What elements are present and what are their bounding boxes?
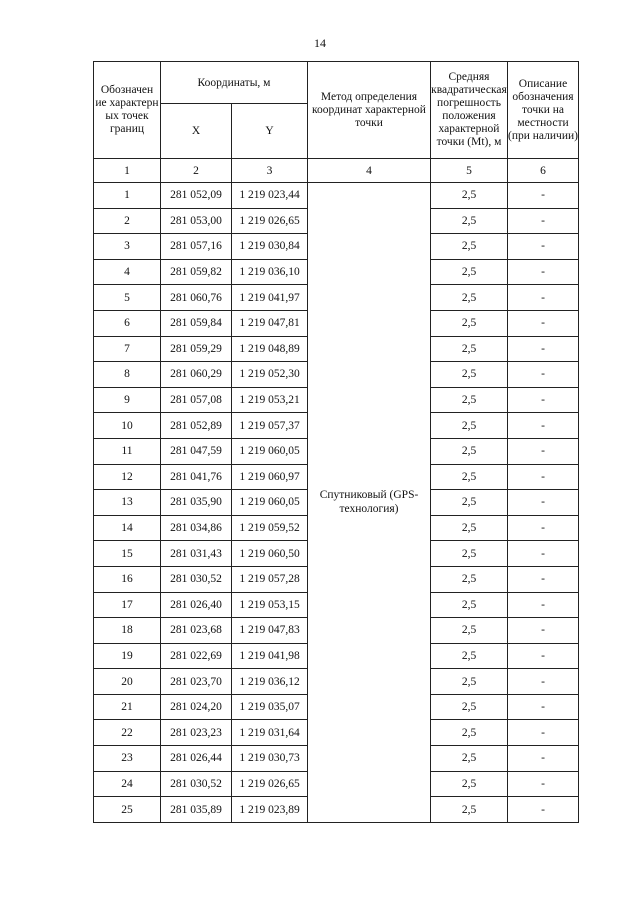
y-coordinate-cell: 1 219 031,64: [232, 720, 308, 746]
page-number: 14: [314, 36, 326, 50]
description-cell: -: [508, 541, 579, 567]
x-coordinate-cell: 281 023,70: [161, 669, 232, 695]
y-coordinate-cell: 1 219 026,65: [232, 771, 308, 797]
y-coordinate-cell: 1 219 060,97: [232, 464, 308, 490]
column-number: 1: [94, 159, 161, 183]
error-cell: 2,5: [431, 234, 508, 260]
point-number-cell: 21: [94, 694, 161, 720]
x-coordinate-cell: 281 057,08: [161, 387, 232, 413]
x-coordinate-cell: 281 060,29: [161, 362, 232, 388]
description-cell: -: [508, 669, 579, 695]
point-number-cell: 4: [94, 259, 161, 285]
description-cell: -: [508, 643, 579, 669]
point-number-cell: 19: [94, 643, 161, 669]
point-number-cell: 23: [94, 746, 161, 772]
x-coordinate-cell: 281 023,68: [161, 618, 232, 644]
point-number-cell: 5: [94, 285, 161, 311]
error-cell: 2,5: [431, 285, 508, 311]
header-point: Обозначен ие характерн ых точек границ: [94, 62, 161, 159]
coordinates-table: [93, 61, 579, 823]
y-coordinate-cell: 1 219 023,89: [232, 797, 308, 823]
point-number-cell: 18: [94, 618, 161, 644]
y-coordinate-cell: 1 219 023,44: [232, 183, 308, 209]
point-number-cell: 17: [94, 592, 161, 618]
x-coordinate-cell: 281 023,23: [161, 720, 232, 746]
table-row: [94, 183, 579, 209]
description-cell: -: [508, 310, 579, 336]
point-number-cell: 15: [94, 541, 161, 567]
column-number: 4: [308, 159, 431, 183]
table-body: [94, 183, 579, 823]
x-coordinate-cell: 281 031,43: [161, 541, 232, 567]
header-coordinates: Координаты, м: [161, 62, 308, 104]
y-coordinate-cell: 1 219 035,07: [232, 694, 308, 720]
error-cell: 2,5: [431, 669, 508, 695]
y-coordinate-cell: 1 219 060,05: [232, 438, 308, 464]
header-method: Метод определения координат характерной точки: [308, 62, 431, 159]
x-coordinate-cell: 281 059,82: [161, 259, 232, 285]
error-cell: 2,5: [431, 643, 508, 669]
description-cell: -: [508, 592, 579, 618]
x-coordinate-cell: 281 060,76: [161, 285, 232, 311]
error-cell: 2,5: [431, 310, 508, 336]
column-number: 5: [431, 159, 508, 183]
x-coordinate-cell: 281 030,52: [161, 771, 232, 797]
x-coordinate-cell: 281 052,89: [161, 413, 232, 439]
x-coordinate-cell: 281 035,90: [161, 490, 232, 516]
header-y: Y: [232, 104, 308, 159]
y-coordinate-cell: 1 219 030,84: [232, 234, 308, 260]
point-number-cell: 12: [94, 464, 161, 490]
y-coordinate-cell: 1 219 026,65: [232, 208, 308, 234]
x-coordinate-cell: 281 022,69: [161, 643, 232, 669]
y-coordinate-cell: 1 219 057,28: [232, 566, 308, 592]
point-number-cell: 20: [94, 669, 161, 695]
description-cell: -: [508, 720, 579, 746]
x-coordinate-cell: 281 024,20: [161, 694, 232, 720]
point-number-cell: 3: [94, 234, 161, 260]
description-cell: -: [508, 438, 579, 464]
y-coordinate-cell: 1 219 053,15: [232, 592, 308, 618]
x-coordinate-cell: 281 026,44: [161, 746, 232, 772]
description-cell: -: [508, 746, 579, 772]
error-cell: 2,5: [431, 438, 508, 464]
header-error: Средняя квадратическая погрешность положения характерной точки (Mt), м: [431, 62, 508, 159]
description-cell: -: [508, 259, 579, 285]
point-number-cell: 25: [94, 797, 161, 823]
point-number-cell: 6: [94, 310, 161, 336]
point-number-cell: 8: [94, 362, 161, 388]
y-coordinate-cell: 1 219 047,83: [232, 618, 308, 644]
y-coordinate-cell: 1 219 060,05: [232, 490, 308, 516]
y-coordinate-cell: 1 219 030,73: [232, 746, 308, 772]
column-numbers-row: [94, 159, 579, 183]
description-cell: -: [508, 208, 579, 234]
error-cell: 2,5: [431, 490, 508, 516]
error-cell: 2,5: [431, 771, 508, 797]
error-cell: 2,5: [431, 464, 508, 490]
x-coordinate-cell: 281 035,89: [161, 797, 232, 823]
description-cell: -: [508, 694, 579, 720]
point-number-cell: 2: [94, 208, 161, 234]
error-cell: 2,5: [431, 618, 508, 644]
error-cell: 2,5: [431, 387, 508, 413]
y-coordinate-cell: 1 219 036,10: [232, 259, 308, 285]
x-coordinate-cell: 281 041,76: [161, 464, 232, 490]
point-number-cell: 24: [94, 771, 161, 797]
point-number-cell: 1: [94, 183, 161, 209]
column-number: 3: [232, 159, 308, 183]
description-cell: -: [508, 413, 579, 439]
error-cell: 2,5: [431, 259, 508, 285]
point-number-cell: 7: [94, 336, 161, 362]
error-cell: 2,5: [431, 515, 508, 541]
x-coordinate-cell: 281 030,52: [161, 566, 232, 592]
x-coordinate-cell: 281 059,84: [161, 310, 232, 336]
error-cell: 2,5: [431, 208, 508, 234]
x-coordinate-cell: 281 057,16: [161, 234, 232, 260]
point-number-cell: 22: [94, 720, 161, 746]
y-coordinate-cell: 1 219 048,89: [232, 336, 308, 362]
column-number: 2: [161, 159, 232, 183]
error-cell: 2,5: [431, 566, 508, 592]
error-cell: 2,5: [431, 592, 508, 618]
x-coordinate-cell: 281 059,29: [161, 336, 232, 362]
error-cell: 2,5: [431, 362, 508, 388]
y-coordinate-cell: 1 219 060,50: [232, 541, 308, 567]
description-cell: -: [508, 387, 579, 413]
description-cell: -: [508, 183, 579, 209]
y-coordinate-cell: 1 219 052,30: [232, 362, 308, 388]
description-cell: -: [508, 336, 579, 362]
y-coordinate-cell: 1 219 047,81: [232, 310, 308, 336]
error-cell: 2,5: [431, 694, 508, 720]
x-coordinate-cell: 281 052,09: [161, 183, 232, 209]
description-cell: -: [508, 618, 579, 644]
error-cell: 2,5: [431, 336, 508, 362]
point-number-cell: 13: [94, 490, 161, 516]
method-cell: Спутниковый (GPS-технология): [308, 183, 431, 823]
description-cell: -: [508, 362, 579, 388]
y-coordinate-cell: 1 219 036,12: [232, 669, 308, 695]
error-cell: 2,5: [431, 413, 508, 439]
point-number-cell: 11: [94, 438, 161, 464]
description-cell: -: [508, 771, 579, 797]
column-number: 6: [508, 159, 579, 183]
y-coordinate-cell: 1 219 059,52: [232, 515, 308, 541]
x-coordinate-cell: 281 047,59: [161, 438, 232, 464]
error-cell: 2,5: [431, 720, 508, 746]
y-coordinate-cell: 1 219 041,98: [232, 643, 308, 669]
point-number-cell: 16: [94, 566, 161, 592]
description-cell: -: [508, 285, 579, 311]
error-cell: 2,5: [431, 541, 508, 567]
error-cell: 2,5: [431, 746, 508, 772]
y-coordinate-cell: 1 219 041,97: [232, 285, 308, 311]
description-cell: -: [508, 566, 579, 592]
error-cell: 2,5: [431, 797, 508, 823]
header-x: X: [161, 104, 232, 159]
point-number-cell: 14: [94, 515, 161, 541]
x-coordinate-cell: 281 034,86: [161, 515, 232, 541]
x-coordinate-cell: 281 053,00: [161, 208, 232, 234]
description-cell: -: [508, 797, 579, 823]
point-number-cell: 10: [94, 413, 161, 439]
point-number-cell: 9: [94, 387, 161, 413]
x-coordinate-cell: 281 026,40: [161, 592, 232, 618]
description-cell: -: [508, 234, 579, 260]
description-cell: -: [508, 490, 579, 516]
header-description: Описание обозначения точки на местности (при наличии): [508, 62, 579, 159]
description-cell: -: [508, 464, 579, 490]
y-coordinate-cell: 1 219 057,37: [232, 413, 308, 439]
error-cell: 2,5: [431, 183, 508, 209]
description-cell: -: [508, 515, 579, 541]
y-coordinate-cell: 1 219 053,21: [232, 387, 308, 413]
